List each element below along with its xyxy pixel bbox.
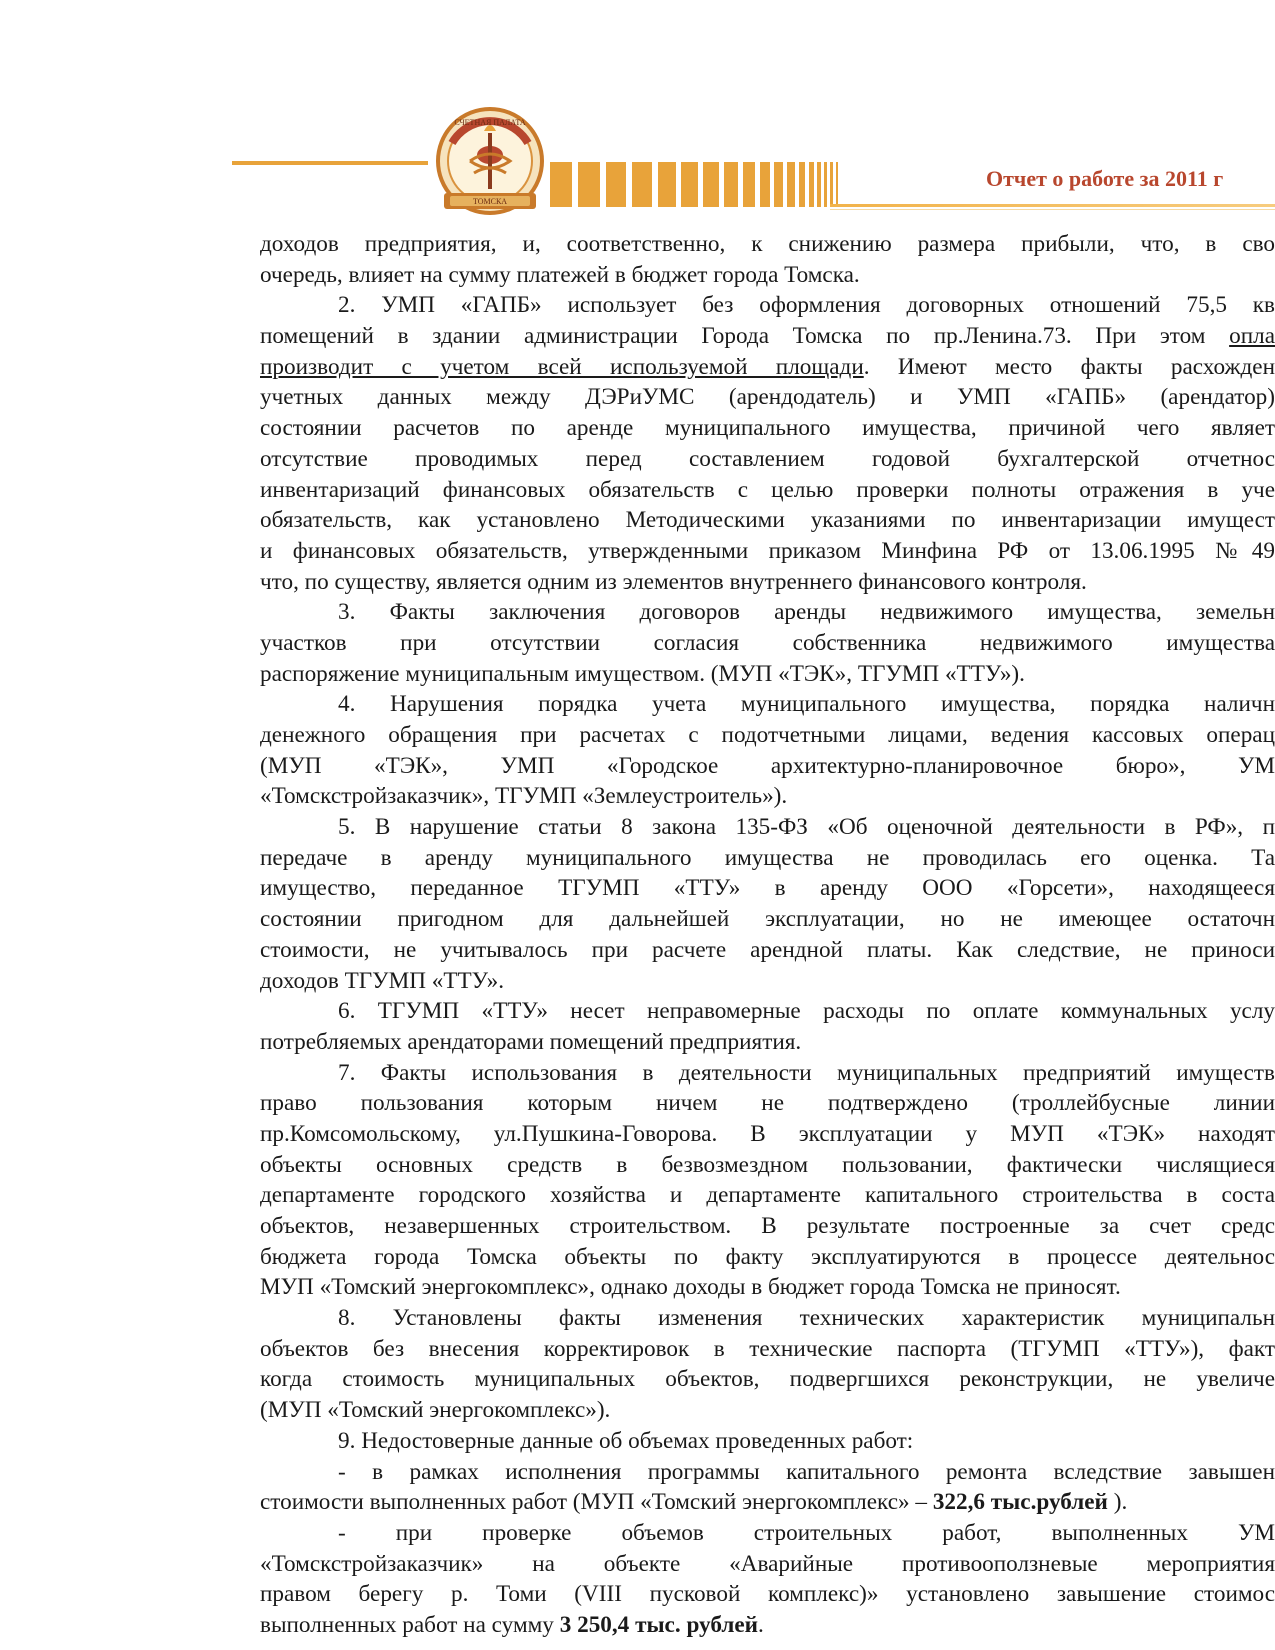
doc-line: объекты основных средств в безвозмездном пользовании, фактически числящиеся <box>260 1151 1275 1178</box>
doc-line-part: . <box>758 1611 764 1638</box>
doc-line: МУП «Томский энергокомплекс», однако доходы в бюджет города Томска не приносят. <box>260 1274 1121 1301</box>
stripe-bar <box>760 162 770 207</box>
stripe-bar <box>550 162 572 207</box>
header-rule-left <box>232 161 428 165</box>
stripe-bar <box>681 162 698 207</box>
doc-line <box>260 1610 1275 1641</box>
stripe-bar <box>824 162 827 207</box>
doc-line: участков при отсутствии согласия собственника недвижимого имущества <box>260 629 1275 656</box>
stripe-bar <box>658 162 676 207</box>
stripe-bar <box>817 162 821 207</box>
doc-line: состоянии пригодном для дальнейшей эксплуатации, но не имеющее остаточн <box>260 906 1275 933</box>
amount-bold: 322,6 тыс.рублей <box>932 1489 1108 1516</box>
doc-line-underlined: производит с учетом всей используемой площади <box>260 353 864 380</box>
doc-line: состоянии расчетов по аренде муниципального имущества, причиной чего являет <box>260 415 1275 442</box>
stripe-bar <box>606 162 626 207</box>
doc-line: стоимости, не учитывалось при расчете арендной платы. Как следствие, не приноси <box>260 936 1275 963</box>
doc-line-part: стоимости выполненных работ (МУП «Томский энергокомплекс» – <box>260 1489 933 1516</box>
stripe-bar <box>578 162 600 207</box>
doc-line: (МУП «Томский энергокомплекс»). <box>260 1397 611 1424</box>
doc-line: пр.Комсомольскому, ул.Пушкина-Говорова. В эксплуатации у МУП «ТЭК» находят <box>260 1120 1275 1147</box>
doc-line-underlined: опла <box>1229 323 1275 350</box>
stripe-bar <box>724 162 738 207</box>
doc-line: - в рамках исполнения программы капитального ремонта вследствие завышен <box>338 1458 1275 1485</box>
seal-text-bottom: ТОМСКА <box>472 197 508 206</box>
stripe-bar <box>836 162 838 207</box>
doc-line: учетных данных между ДЭРиУМС (арендодатель) и УМП «ГАПБ» (арендатор) <box>260 384 1275 411</box>
header-rule-right <box>830 204 1275 207</box>
doc-line: департаменте городского хозяйства и департаменте капитального строительства в соста <box>260 1182 1275 1209</box>
doc-line-part: ). <box>1107 1489 1128 1516</box>
stripe-bar <box>799 162 805 207</box>
amount-bold: 3 250,4 тыс. рублей <box>559 1611 758 1638</box>
header-stripe-bars <box>550 162 840 207</box>
stripe-bar <box>743 162 755 207</box>
doc-line: право пользования которым ничем не подтверждено (троллейбусные линии <box>260 1090 1275 1117</box>
doc-line <box>260 1487 1275 1518</box>
doc-line: 6. ТГУМП «ТТУ» несет неправомерные расходы по оплате коммунальных услу <box>338 998 1275 1025</box>
doc-line: доходов предприятия, и, соответственно, к снижению размера прибыли, что, в сво <box>260 231 1275 257</box>
document-body <box>260 229 1275 1641</box>
doc-line: денежного обращения при расчетах с подотчетными лицами, ведения кассовых операц <box>260 722 1275 748</box>
doc-line: имущество, переданное ТГУМП «ТТУ» в аренду ООО «Горсети», находящееся <box>260 875 1275 902</box>
doc-line: когда стоимость муниципальных объектов, подвергшихся реконструкции, не увеличе <box>260 1366 1275 1393</box>
stripe-bar <box>809 162 814 207</box>
doc-line: 5. В нарушение статьи 8 закона 135-ФЗ «Об оценочной деятельности в РФ», п <box>338 814 1275 841</box>
doc-line: инвентаризаций финансовых обязательств с целью проверки полноты отражения в уче <box>260 476 1275 503</box>
doc-line: и финансовых обязательств, утвержденными приказом Минфина РФ от 13.06.1995 №49 <box>260 537 1275 564</box>
doc-line <box>260 321 1275 352</box>
doc-line: правом берегу р. Томи (VIII пусковой комплекс)» установлено завышение стоимос <box>260 1581 1275 1608</box>
doc-line: потребляемых арендаторами помещений предприятия. <box>260 1028 802 1055</box>
doc-line: 3. Факты заключения договоров аренды недвижимого имущества, земельн <box>338 599 1275 626</box>
seal-text-top: СЧЕТНАЯ ПАЛАТА <box>454 118 526 127</box>
doc-line: отсутствие проводимых перед составлением годовой бухгалтерской отчетнос <box>260 445 1275 472</box>
doc-line: объектов без внесения корректировок в технические паспорта (ТГУМП «ТТУ»), факт <box>260 1335 1275 1362</box>
stripe-bar <box>632 162 652 207</box>
doc-line: 4. Нарушения порядка учета муниципального имущества, порядка наличн <box>338 691 1275 718</box>
doc-line-part: помещений в здании администрации Города Томска по пр.Ленина.73. При этом <box>260 323 1230 350</box>
header-rule-right-thin <box>830 209 1275 210</box>
stripe-bar <box>830 162 833 207</box>
doc-line: объектов, незавершенных строительством. В результате построенные за счет средс <box>260 1213 1275 1239</box>
stripe-bar <box>703 162 719 207</box>
doc-line: 2. УМП «ГАПБ» использует без оформления договорных отношений 75,5 кв <box>338 292 1275 319</box>
doc-line: распоряжение муниципальным имуществом. (МУП «ТЭК», ТГУМП «ТТУ»). <box>260 660 1025 687</box>
doc-line: (МУП «ТЭК», УМП «Городское архитектурно-планировочное бюро», УМ <box>260 752 1275 779</box>
doc-line: передаче в аренду муниципального имущества не проводилась его оценка. Та <box>260 844 1275 871</box>
doc-line: - при проверке объемов строительных работ, выполненных УМ <box>338 1519 1275 1546</box>
doc-line-part: выполненных работ на сумму <box>260 1611 560 1638</box>
doc-line: 9. Недостоверные данные об объемах проведенных работ: <box>338 1427 914 1454</box>
doc-line <box>260 352 1275 383</box>
seal-logo-icon <box>430 103 550 221</box>
doc-line: «Томскстройзаказчик», ТГУМП «Землеустроитель»). <box>260 783 788 810</box>
doc-line: очередь, влияет на сумму платежей в бюджет города Томска. <box>260 261 860 288</box>
doc-line: «Томскстройзаказчик» на объекте «Аварийные противооползневые мероприятия <box>260 1550 1275 1577</box>
doc-line-part: . Имеют место факты расхожден <box>863 353 1275 380</box>
report-title: Отчет о работе за 2011 г <box>986 166 1224 191</box>
doc-line: обязательств, как установлено Методическими указаниями по инвентаризации имущест <box>260 507 1275 534</box>
doc-line: доходов ТГУМП «ТТУ». <box>260 967 504 994</box>
stripe-bar <box>787 162 795 207</box>
doc-line: бюджета города Томска объекты по факту эксплуатируются в процессе деятельнос <box>260 1243 1275 1270</box>
doc-line: что, по существу, является одним из элементов внутреннего финансового контроля. <box>260 568 1087 595</box>
doc-line: 7. Факты использования в деятельности муниципальных предприятий имуществ <box>338 1059 1275 1086</box>
doc-line: 8. Установлены факты изменения технических характеристик муниципальн <box>338 1305 1275 1332</box>
stripe-bar <box>774 162 783 207</box>
